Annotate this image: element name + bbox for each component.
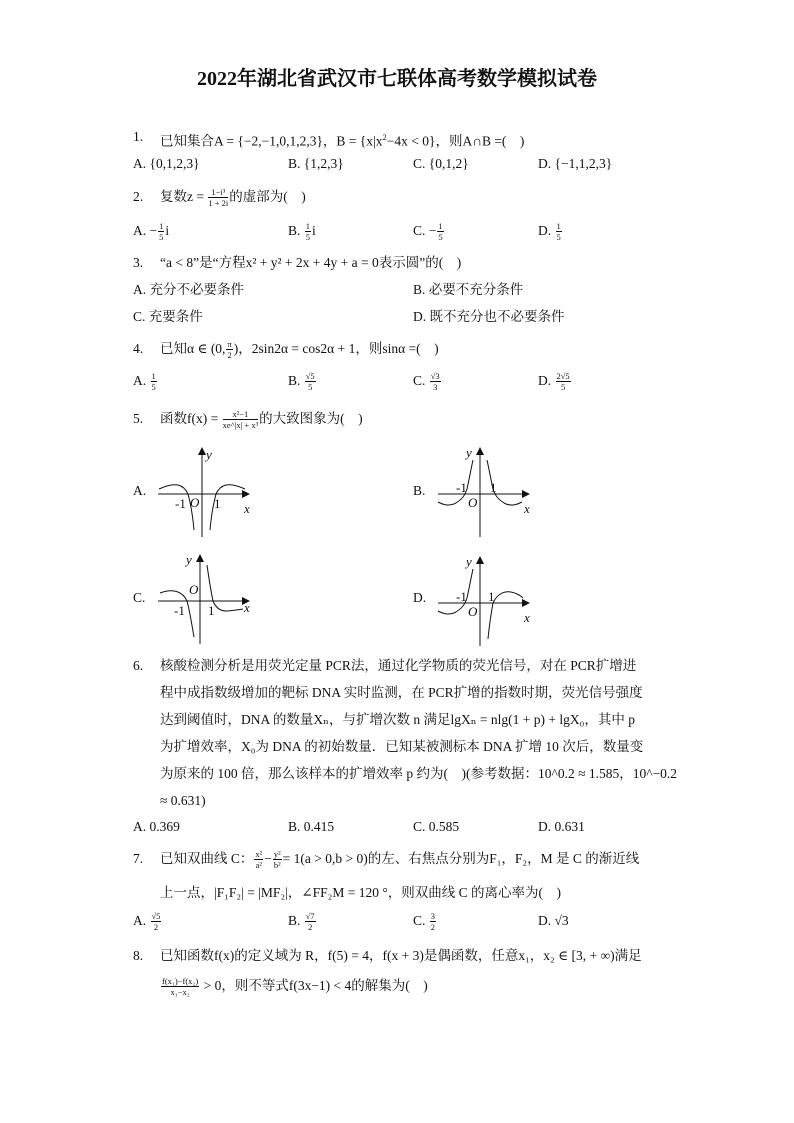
q-text: 函数f(x) =: [160, 411, 222, 426]
page-title: 2022年湖北省武汉市七联体高考数学模拟试卷: [197, 68, 597, 90]
q-text: −4x < 0}，则A∩B =( ): [386, 133, 525, 149]
q-text: 复数z =: [160, 189, 208, 204]
option-d: D. √3: [538, 913, 569, 928]
graph-a: [158, 447, 258, 542]
opt-label: A.: [133, 373, 150, 388]
denominator: x₁−x₂: [170, 987, 190, 998]
graph-d: [436, 556, 536, 651]
origin-label: O: [189, 582, 199, 597]
fraction: [161, 976, 199, 997]
origin-label: O: [190, 495, 200, 510]
numerator: y²: [273, 849, 281, 860]
opt-label: C.: [413, 913, 429, 928]
q-text: 已知双曲线 C：: [160, 851, 254, 866]
option-d: D. {−1,1,2,3}: [538, 156, 613, 171]
fraction: [151, 911, 162, 932]
option-b: [288, 371, 317, 392]
numerator: 1: [305, 221, 311, 232]
option-c: C. 充要条件: [133, 309, 203, 324]
numerator: √5: [305, 371, 315, 382]
denominator: 2: [430, 922, 436, 933]
option-d: [538, 371, 572, 392]
option-c: [413, 221, 445, 242]
question-6-line: 达到阈值时，DNA 的数量Xₙ，与扩增次数 n 满足lgXₙ = nlg(1 + p) + lgX₀，其中 p: [160, 712, 635, 727]
tick-neg1: -1: [456, 589, 467, 604]
tick-1: 1: [214, 496, 221, 511]
denominator: xe^|x| + x³: [222, 420, 259, 431]
fraction: [223, 409, 259, 430]
opt-label: C. −: [413, 223, 437, 238]
denominator: 5: [151, 382, 156, 393]
question-8-line2: [160, 976, 428, 997]
denominator: 5: [305, 232, 311, 243]
numerator: √5: [151, 911, 161, 922]
question-number: 8.: [133, 948, 144, 963]
q-sup: 2: [382, 132, 387, 142]
x-label: x: [244, 600, 250, 615]
y-label: y: [466, 447, 472, 460]
opt-label: A.: [133, 913, 150, 928]
axis-arrows: [476, 447, 530, 498]
numerator: 1: [159, 221, 164, 232]
numerator: 1: [438, 221, 443, 232]
option-b: [288, 221, 316, 242]
q-text: 已知α ∈ (0,: [160, 341, 226, 356]
denominator: a²: [255, 860, 262, 871]
denominator: 3: [433, 382, 438, 393]
numerator: x²−1: [223, 409, 259, 420]
fraction: [437, 221, 443, 242]
fraction: [305, 371, 316, 392]
option-a: [133, 221, 169, 242]
fraction: [430, 911, 436, 932]
option-c: C. 0.585: [413, 819, 460, 834]
option-d: D. 既不充分也不必要条件: [413, 309, 565, 324]
question-number: 6.: [133, 658, 144, 673]
fraction: [305, 221, 311, 242]
option-a: [133, 911, 162, 932]
numerator: 1: [556, 221, 561, 232]
fraction: [305, 911, 316, 932]
numerator: 1−i³: [208, 187, 228, 198]
numerator: 2√5: [556, 371, 570, 382]
q-text: = 1(a > 0,b > 0)的左、右焦点分别为F₁，F₂，M 是 C 的渐近线: [282, 851, 640, 866]
question-number: 5.: [133, 411, 144, 426]
opt-label: B.: [288, 223, 304, 238]
option-d: [538, 221, 563, 242]
fraction: [556, 371, 571, 392]
opt-suffix: i: [312, 223, 316, 238]
question-7-text: 已知双曲线 C： $\frac{\text{x²}}{\text{a²}}$ − $\frac{\text{y²}}{\text{b²}}$ = 1(a > 0,b > 0)的左、右焦点分别为F₁，F₂，M 是 C 的渐近线: [160, 849, 640, 871]
denominator: 1 + 2i: [208, 198, 229, 209]
x-label: x: [244, 501, 250, 516]
option-a: A. {0,1,2,3}: [133, 156, 200, 171]
fraction: [254, 849, 263, 870]
tick-1: 1: [488, 589, 495, 604]
graph-c: [156, 554, 256, 649]
tick-neg1: -1: [175, 496, 186, 511]
question-1-text: [160, 127, 524, 152]
y-label: y: [186, 554, 192, 567]
question-7-line2: 上一点，|F₁F₂| = |MF₂|，∠FF₂M = 120 °，则双曲线 C 的离心率为( ): [160, 885, 561, 900]
x-label: x: [524, 501, 530, 516]
question-number: 4.: [133, 341, 144, 356]
tick-neg1: -1: [456, 480, 467, 495]
opt-label: D.: [538, 223, 555, 238]
fraction: [226, 339, 232, 360]
numerator: x²: [255, 849, 263, 860]
option-d: D. 0.631: [538, 819, 585, 834]
opt-label: A. −: [133, 223, 158, 238]
axis-arrows: [476, 556, 530, 607]
q-text: 已知集合A = {−2,−1,0,1,2,3}，B = {x|x: [160, 133, 383, 149]
opt-label: C.: [413, 373, 429, 388]
fraction: [556, 221, 562, 242]
question-6-line: 核酸检测分析是用荧光定量 PCR法，通过化学物质的荧光信号，对在 PCR扩增进: [160, 658, 637, 673]
denominator: 2: [227, 350, 232, 361]
numerator: √7: [305, 911, 315, 922]
question-5-text: [160, 409, 363, 430]
numerator: 3: [430, 911, 436, 922]
denominator: 5: [438, 232, 443, 243]
option-a: A.: [133, 483, 147, 498]
opt-suffix: i: [165, 223, 170, 238]
question-6-line: 为扩增效率，X₀为 DNA 的初始数量．已知某被测标本 DNA 扩增 10 次后，数量变: [160, 739, 644, 754]
graph-b: [436, 447, 536, 542]
tick-1: 1: [208, 603, 215, 618]
denominator: 5: [308, 382, 313, 393]
q-text: 的虚部为( ): [229, 189, 306, 204]
x-label: x: [524, 610, 530, 625]
question-number: 3.: [133, 255, 144, 270]
question-number: 1.: [133, 129, 144, 144]
option-b: B. 0.415: [288, 819, 335, 834]
option-c: C.: [133, 590, 146, 605]
question-6-line: 为原来的 100 倍，那么该样本的扩增效率 p 约为( )(参考数据：10^0.2 ≈ 1.585，10^−0.2: [160, 766, 678, 781]
question-4-text: [160, 339, 439, 360]
option-c: [413, 911, 437, 932]
fraction: [430, 371, 441, 392]
question-6-line: 程中成指数级增加的靶标 DNA 实时监测，在 PCR扩增的指数时期，荧光信号强度: [160, 685, 643, 700]
denominator: 5: [556, 232, 561, 243]
question-2-text: [160, 187, 306, 208]
origin-label: O: [468, 495, 478, 510]
option-a: [133, 371, 158, 392]
q-text: 的大致图象为( ): [259, 411, 363, 426]
numerator: f(x₁)−f(x₂): [162, 976, 199, 987]
denominator: 5: [560, 382, 566, 393]
numerator: π: [227, 339, 232, 350]
denominator: b²: [273, 860, 281, 871]
option-a: A. 充分不必要条件: [133, 282, 244, 297]
fraction: [273, 849, 282, 870]
numerator: 1: [151, 371, 156, 382]
fraction: [208, 187, 228, 208]
fraction: [151, 371, 157, 392]
axis-arrows: [196, 554, 250, 605]
denominator: 2: [308, 922, 313, 933]
option-c: C. {0,1,2}: [413, 156, 469, 171]
q-text: )，2sin2α = cos2α + 1，则sinα =( ): [233, 341, 439, 356]
option-b: [288, 911, 317, 932]
option-a: A. 0.369: [133, 819, 180, 834]
option-b: B. {1,2,3}: [288, 156, 344, 171]
y-label: y: [206, 447, 212, 462]
tick-1: 1: [490, 480, 497, 495]
option-b: B. 必要不充分条件: [413, 282, 524, 297]
question-number: 7.: [133, 851, 144, 866]
opt-label: D.: [538, 373, 555, 388]
option-d: D.: [413, 590, 427, 605]
opt-label: B.: [288, 913, 304, 928]
denominator: 5: [159, 232, 164, 243]
question-3-text: “a < 8”是“方程x² + y² + 2x + 4y + a = 0表示圆”的( ): [160, 255, 462, 270]
tick-neg1: -1: [174, 603, 185, 618]
denominator: 2: [153, 922, 159, 933]
option-c: [413, 371, 442, 392]
q-text: > 0，则不等式f(3x−1) < 4的解集为( ): [203, 978, 428, 993]
question-8-line1: 已知函数f(x)的定义域为 R，f(5) = 4，f(x + 3)是偶函数，任意x₁，x₂ ∈ [3, + ∞)满足: [160, 948, 642, 963]
opt-label: B.: [288, 373, 304, 388]
option-b: B.: [413, 483, 426, 498]
fraction: [158, 221, 164, 242]
origin-label: O: [468, 604, 478, 619]
question-number: 2.: [133, 189, 144, 204]
numerator: √3: [430, 371, 440, 382]
question-6-line: ≈ 0.631): [160, 793, 206, 808]
y-label: y: [466, 556, 472, 569]
